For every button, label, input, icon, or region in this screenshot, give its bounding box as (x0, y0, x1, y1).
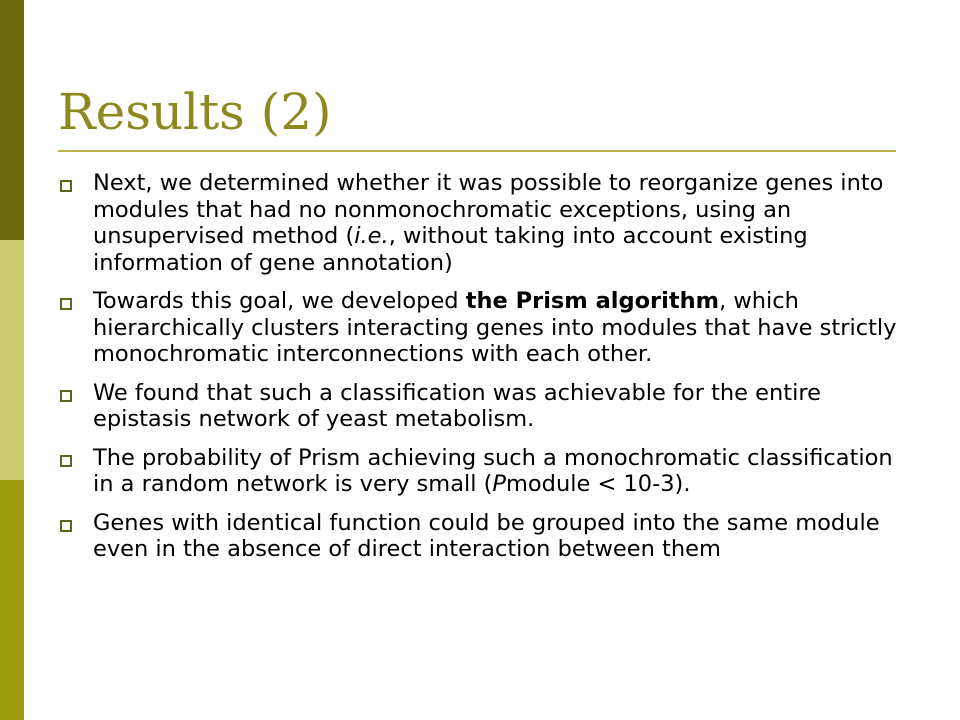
bullet-text-part: i.e. (354, 223, 389, 249)
square-bullet-icon (60, 298, 72, 310)
bullet-text-part: Towards this goal, we developed (93, 288, 466, 314)
bullet-text (93, 445, 893, 498)
bullet-text (93, 510, 880, 563)
bullet-text (93, 170, 883, 276)
square-bullet-icon (60, 180, 72, 192)
title-underline (58, 150, 896, 152)
bullet-text-part: The probability of Prism achieving such a monochromatic classification in a random network is very small ( (93, 444, 893, 497)
bullet-text-part: module < 10-3). (506, 471, 691, 497)
bullet-text-part: , without taking into account existing information of gene annotation) (93, 223, 808, 276)
bullet-item (60, 380, 910, 433)
side-bar-segment-top (0, 0, 24, 240)
bullet-text-part: , which hierarchically clusters interacting genes into modules that have strictly monochromatic interconnections with each other. (93, 288, 897, 367)
bullet-item (60, 445, 910, 498)
bullet-text-part: Next, we determined whether it was possible to reorganize genes into modules that had no nonmonochromatic exceptions, using an unsupervised method ( (93, 170, 884, 249)
square-bullet-icon (60, 390, 72, 402)
side-color-bar (0, 0, 24, 720)
square-bullet-icon (60, 520, 72, 532)
bullet-text-part: the Prism algorithm (465, 288, 720, 314)
side-bar-segment-middle (0, 240, 24, 480)
bullet-text (93, 380, 821, 433)
bullet-text (93, 288, 896, 367)
bullet-item (60, 288, 910, 368)
bullet-text-part: We found that such a classification was achievable for the entire epistasis network of yeast metabolism. (93, 379, 821, 432)
side-bar-segment-bottom (0, 480, 24, 720)
slide-title: Results (2) (58, 83, 332, 141)
bullet-item (60, 170, 910, 276)
bullet-item (60, 510, 910, 563)
bullet-text-part: P (492, 471, 506, 497)
bullet-list (60, 170, 910, 575)
bullet-text-part: Genes with identical function could be grouped into the same module even in the absence of direct interaction between them (93, 509, 880, 562)
square-bullet-icon (60, 455, 72, 467)
